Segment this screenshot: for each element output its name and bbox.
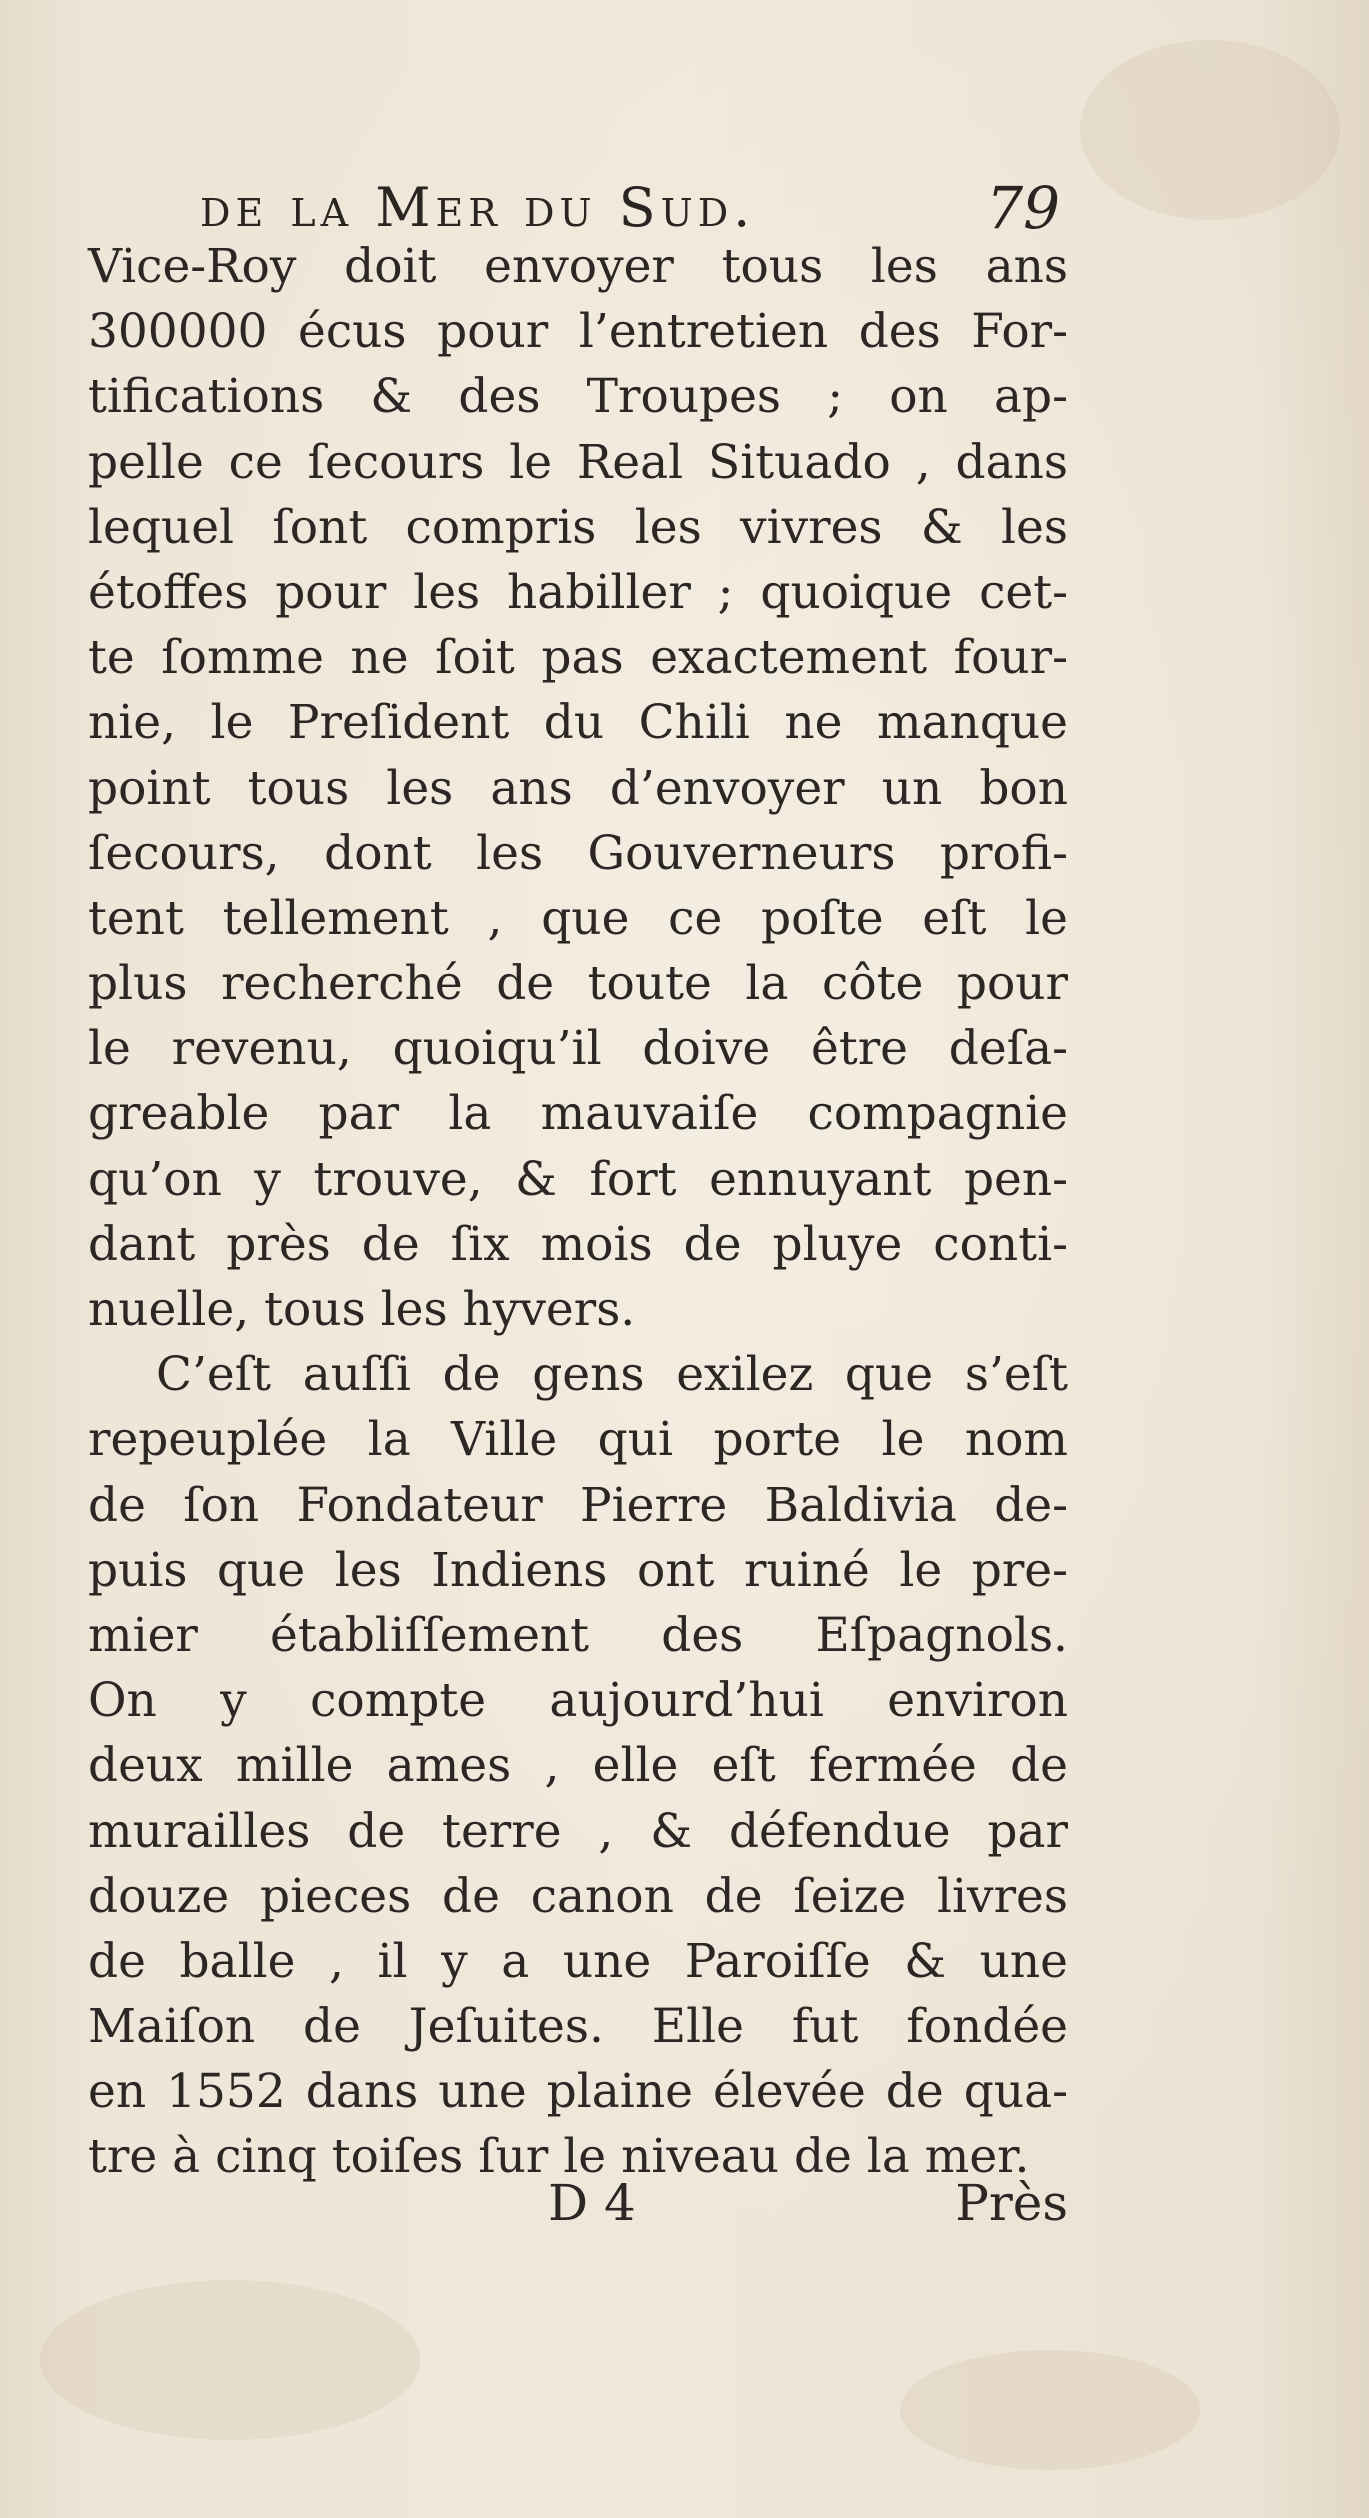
text-line: le revenu, quoiqu’il doive être deſa- bbox=[88, 1021, 1068, 1077]
text-line: pelle ce ſecours le Real Situado , dans bbox=[88, 434, 1068, 490]
text-line: 300000 écus pour l’entretien des For- bbox=[88, 304, 1068, 360]
text-line: greable par la mauvaiſe compagnie bbox=[88, 1086, 1068, 1142]
paper-stain bbox=[40, 2280, 420, 2440]
text-line: de ſon Fondateur Pierre Baldivia de- bbox=[88, 1477, 1068, 1533]
text-line: lequel ſont compris les vivres & les bbox=[88, 499, 1068, 555]
text-line: nuelle, tous les hyvers. bbox=[88, 1282, 636, 1337]
catchword: Près bbox=[955, 2174, 1068, 2232]
text-line: plus recherché de toute la côte pour bbox=[88, 956, 1068, 1012]
text-line: Vice-Roy doit envoyer tous les ans bbox=[88, 239, 1068, 294]
text-line: repeuplée la Ville qui porte le nom bbox=[88, 1412, 1068, 1468]
text-line: tent tellement , que ce poſte eſt le bbox=[88, 890, 1068, 946]
text-line: murailles de terre , & défendue par bbox=[88, 1803, 1068, 1859]
text-line: qu’on y trouve, & fort ennuyant pen- bbox=[88, 1151, 1068, 1207]
text-line: mier établiſſement des Eſpagnols. bbox=[88, 1607, 1068, 1663]
text-line: douze pieces de canon de ſeize livres bbox=[88, 1868, 1068, 1924]
text-line: étoffes pour les habiller ; quoique cet- bbox=[88, 564, 1068, 620]
text-line: tre à cinq toiſes ſur le niveau de la mer. bbox=[88, 2129, 1030, 2185]
text-line: dant près de ſix mois de pluye conti- bbox=[88, 1216, 1068, 1272]
text-line: de balle , il y a une Paroiſſe & une bbox=[88, 1933, 1068, 1989]
text-line: C’eſt auſſi de gens exilez que s’eſt bbox=[156, 1347, 1068, 1403]
text-line: en 1552 dans une plaine élevée de qua- bbox=[88, 2064, 1068, 2120]
body-text bbox=[88, 234, 1068, 2190]
running-title: de la Mer du Sud. bbox=[200, 176, 756, 239]
text-line: nie, le Preſident du Chili ne manque bbox=[88, 695, 1068, 751]
text-line: point tous les ans d’envoyer un bon bbox=[88, 760, 1068, 816]
text-line: te ſomme ne ſoit pas exactement four- bbox=[88, 630, 1068, 686]
text-line: puis que les Indiens ont ruiné le pre- bbox=[88, 1542, 1068, 1598]
page-number: 79 bbox=[986, 174, 1060, 242]
text-line: tifications & des Troupes ; on ap- bbox=[88, 369, 1068, 425]
signature-mark: D 4 bbox=[548, 2174, 636, 2232]
text-line: ſecours, dont les Gouverneurs profi- bbox=[88, 825, 1068, 881]
text-line: Maiſon de Jeſuites. Elle fut fondée bbox=[88, 1999, 1068, 2055]
text-line: On y compte aujourd’hui environ bbox=[88, 1673, 1068, 1729]
page-footer bbox=[88, 2168, 1068, 2238]
text-line: deux mille ames , elle eſt fermée de bbox=[88, 1738, 1068, 1794]
paper-stain bbox=[1080, 40, 1340, 220]
paper-stain bbox=[900, 2350, 1200, 2470]
